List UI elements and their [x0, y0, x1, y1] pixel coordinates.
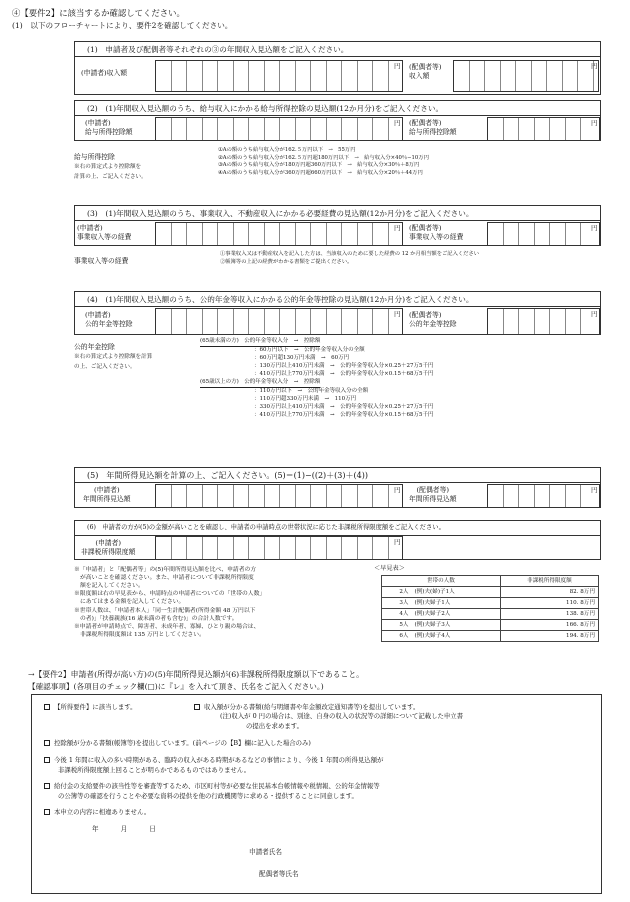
check-label: 今後 1 年間に収入の多い時期がある、臨時の収入がある時期があるなどの事情により、今後 1 年間の所得見込額が [54, 756, 384, 764]
business-expense-note: 事業収入等の経費 [74, 257, 129, 265]
over-65-heading: (65歳以上の方) 公的年金等収入分 → 控除額 [200, 379, 320, 388]
check-label: 控除額が分かる書類(帳簿等)を提出しています。(前ページの【B】欄に記入した場合のみ) [54, 739, 311, 747]
checkbox[interactable] [44, 783, 50, 789]
applicant-income-cells[interactable] [155, 60, 403, 92]
yen-unit: 円 [394, 224, 401, 232]
applicant-salary-deduction-cells[interactable] [155, 117, 403, 141]
note-line: ②帳簿等の上記の経費がわかる書類をご提出ください。 [220, 258, 353, 265]
section-1 [74, 41, 601, 95]
column-header: 非課税所得限度額 [500, 576, 598, 587]
salary-deduction-formulas [218, 147, 429, 178]
spouse-business-expense-cells[interactable] [487, 222, 600, 246]
table-cell: (例)夫婦子4人 [412, 631, 501, 642]
table-cell: 194. 8万円 [500, 631, 598, 642]
applicant-business-expense-label: (申請者) 事業収入等の経費 [77, 224, 132, 242]
note-line: にあてはまる金額を記入してください。 [80, 599, 185, 606]
requirement-statement: →【要件2】申請者(所得が高い方)の(5)年間所得見込額が(6)非課税所得限度額以下であること。 [28, 670, 364, 679]
checkbox[interactable] [44, 757, 50, 763]
salary-deduction-note: 給与所得控除 ※右の算定式より控除額を 計算の上、ご記入ください。 [74, 153, 147, 180]
table-cell: 5人 [382, 620, 412, 631]
applicant-pension-deduction-label: (申請者) 公的年金等控除 [85, 311, 133, 329]
spouse-name-field[interactable] [317, 869, 537, 879]
section-5 [74, 467, 601, 508]
check-label: の公簿等の確認を行うことや必要な資料の提供を他の行政機関等に求める・提供することに同意します。 [58, 791, 358, 800]
section-3-title: (3) (1)年間収入見込額のうち、事業収入、不動産収入にかかる必要経費の見込額(12か月分)をご記入ください。 [75, 206, 600, 221]
yen-unit: 円 [591, 62, 598, 70]
checkbox[interactable] [194, 704, 200, 710]
check-note: の提出を求めます。 [246, 721, 304, 730]
formula-line: ①Aの額のうち給与収入分が162.５万円以下 → 55万円 [218, 147, 356, 153]
formula-line: ②Aの額のうち給与収入分が162.５万円超180万円以下 → 給与収入分×40％−10万円 [218, 154, 429, 161]
check-label: 【所得要件】に該当します。 [54, 703, 137, 711]
table-row [382, 598, 599, 609]
formula-line: ：60万円超130万円未満 → 60万円 [254, 354, 350, 361]
spouse-business-expense-label: (配偶者等) 事業収入等の経費 [409, 224, 464, 242]
yen-unit: 円 [394, 119, 401, 127]
table-cell: (例)夫婦子3人 [412, 620, 501, 631]
pension-deduction-note: 公的年金控除 ※右の算定式より控除額を計算 の上、ご記入ください。 [74, 343, 153, 370]
section-6 [74, 520, 601, 560]
table-cell: 2人 [382, 587, 412, 598]
table-cell: 110. 8万円 [500, 598, 598, 609]
formula-line: ③Aの額のうち給与収入分が180万円超360万円以下 → 給与収入分×30％＋8万円 [218, 162, 420, 169]
yen-unit: 円 [394, 538, 401, 546]
applicant-pension-deduction-cells[interactable] [155, 308, 403, 335]
quick-reference-table [381, 575, 599, 642]
applicant-tax-exempt-limit-label: (申請者) 非課税所得限度額 [81, 539, 136, 557]
confirmation-heading: 【確認事項】(各項目のチェック欄(□)に『レ』を入れて頂き、氏名をご記入ください。) [28, 682, 324, 691]
table-row [382, 609, 599, 620]
spouse-income-label: (配偶者等) 収入額 [409, 63, 442, 81]
pension-formulas [200, 338, 433, 420]
check-note: (注)収入が 0 円の場合は、別途、自身の収入の状況等の詳細について記載した申立書 [220, 712, 464, 721]
table-cell: (例)夫婦子1人 [412, 598, 501, 609]
formula-line: ：410万円以上770万円未満 → 公的年金等収入分×0.15＋68万5千円 [254, 411, 434, 418]
section-1-title: (1) 申請者及び配偶者等それぞれの③の年間収入見込額をご記入ください。 [75, 42, 600, 57]
section-3 [74, 205, 601, 246]
check-item-declaration [44, 808, 150, 816]
yen-unit: 円 [591, 224, 598, 232]
yen-unit: 円 [591, 310, 598, 318]
section-2-title: (2) (1)年間収入見込額のうち、給与収入にかかる給与所得控除の見込額(12か月分)をご記入ください。 [75, 101, 600, 116]
section-title: ④【要件2】に該当するか確認してください。 [12, 8, 185, 18]
yen-unit: 円 [591, 119, 598, 127]
note-line: が高いことを確認ください。また、申請者について非課税所得限度 [80, 575, 254, 582]
section-2 [74, 100, 601, 141]
applicant-business-expense-cells[interactable] [155, 222, 403, 246]
applicant-annual-income-cells[interactable] [155, 484, 403, 508]
section-4 [74, 291, 601, 335]
note-line: ※「申請者」と「配偶者等」の(5)年間所得見込額を比べ、申請者の方 [74, 567, 257, 573]
formula-line: ④Aの額のうち給与収入分が360万円超660万円以下 → 給与収入分×20％＋44万円 [218, 170, 423, 177]
table-row [382, 587, 599, 598]
check-item-income-documents [194, 703, 463, 731]
month-label: 月 [120, 825, 128, 833]
checkbox[interactable] [44, 704, 50, 710]
check-item-deduction-documents [44, 739, 311, 747]
yen-unit: 円 [394, 62, 401, 70]
formula-line: ：110万円超330万円未満 → 110万円 [254, 395, 357, 402]
yen-unit: 円 [394, 310, 401, 318]
spouse-salary-deduction-label: (配偶者等) 給与所得控除額 [409, 119, 457, 137]
spouse-income-cells[interactable] [453, 60, 599, 92]
note-line: 額を記入してください。 [80, 583, 144, 590]
yen-unit: 円 [591, 486, 598, 494]
date-line [92, 825, 156, 833]
note-line: ※世帯人数は、「申請者本人」「同一生計配偶者(所得金額 48 万円以下 [74, 607, 256, 614]
spouse-pension-deduction-cells[interactable] [487, 308, 600, 335]
note-line: ①事業収入又は不動産収入を記入した方は、当該収入のために要した経費の 12 か月相当額をご記入ください [220, 251, 480, 257]
formula-line: ：330万円以上410万円未満 → 公的年金等収入分×0.25＋27万5千円 [254, 403, 434, 410]
check-item-future-income [44, 756, 383, 775]
note-line: の者)」「扶養親族(16 歳未満の者も含む)」の合計人数です。 [80, 615, 238, 622]
check-label: 本申立の内容に相違ありません。 [54, 808, 151, 816]
table-header-row [382, 576, 599, 587]
applicant-salary-deduction-label: (申請者) 給与所得控除額 [85, 119, 133, 137]
section-6-title: (6) 申請者の方が(5)の金額が高いことを確認し、申請者の申請時点の世帯状況に応じた非課税所得限度額をご記入ください。 [75, 521, 600, 536]
spouse-name-label: 配偶者等氏名 [259, 870, 299, 878]
applicant-tax-exempt-limit-cells[interactable] [155, 536, 403, 560]
spouse-annual-income-cells[interactable] [487, 484, 600, 508]
confirmation-box [31, 694, 602, 894]
applicant-annual-income-label: (申請者) 年間所得見込額 [83, 486, 131, 504]
yen-unit: 円 [394, 486, 401, 494]
table-row [382, 620, 599, 631]
applicant-name-field[interactable] [307, 847, 537, 857]
table-cell: 4人 [382, 609, 412, 620]
table-row [382, 631, 599, 642]
checkbox[interactable] [44, 809, 50, 815]
table-cell: 6人 [382, 631, 412, 642]
spouse-salary-deduction-cells[interactable] [487, 117, 600, 141]
check-label: 収入額が分かる書類(給与明細書や年金額改定通知書等)を提出しています。 [204, 703, 420, 711]
checkbox[interactable] [44, 740, 50, 746]
check-item-income-requirement [44, 703, 137, 711]
note-line: ※申請者が申請時点で、障害者、未成年者、寡婦、ひとり親の場合は、 [74, 623, 260, 630]
table-cell: 82. 8万円 [500, 587, 598, 598]
formula-line: ：60万円以下 → 公的年金等収入分の全額 [254, 346, 365, 353]
spouse-pension-deduction-label: (配偶者等) 公的年金等控除 [409, 311, 457, 329]
check-label: 給付金の支給要件の該当性等を審査等するため、市区町村等が必要な住民基本台帳情報や税情報、公的年金情報等 [54, 782, 380, 790]
section-5-title: (5) 年間所得見込額を計算の上、ご記入ください。(5)＝(1)−((2)＋(3)＋(4)) [75, 468, 600, 483]
table-cell: 138. 8万円 [500, 609, 598, 620]
limit-notes [74, 566, 265, 639]
table-cell: (例)夫(婦)子1人 [412, 587, 501, 598]
under-65-heading: (65歳未満の方) 公的年金等収入分 → 控除額 [200, 338, 320, 347]
formula-line: ：130万円以上410万円未満 → 公的年金等収入分×0.25＋27万5千円 [254, 362, 434, 369]
business-expense-notes [220, 251, 479, 266]
spouse-annual-income-label: (配偶者等) 年間所得見込額 [409, 486, 457, 504]
year-label: 年 [92, 825, 99, 833]
check-label: 非課税所得限度額上回ることが明らかであるものではありません。 [58, 765, 251, 774]
section-4-title: (4) (1)年間収入見込額のうち、公的年金等収入にかかる公的年金等控除の見込額(12か月分)をご記入ください。 [75, 292, 600, 307]
check-item-consent [44, 782, 380, 801]
note-line: 非課税所得限度額は 135 万円としてください。 [80, 631, 205, 638]
day-label: 日 [149, 825, 156, 833]
column-header: 世帯の人数 [382, 576, 501, 587]
note-line: ※限度額は右の早見表から、申請時点の申請者についての「世帯の人数」 [74, 591, 266, 598]
applicant-name-label: 申請者氏名 [249, 848, 282, 856]
applicant-income-label: (申請者)収入額 [81, 69, 128, 77]
quick-table-title: ＜早見表＞ [374, 565, 405, 572]
table-cell: 3人 [382, 598, 412, 609]
intro-text: (1) 以下のフローチャートにより、要件2を確認してください。 [12, 21, 233, 30]
table-cell: (例)夫婦子2人 [412, 609, 501, 620]
formula-line: ：110万円以下 → 公的年金等収入分の全額 [254, 387, 369, 394]
formula-line: ：410万円以上770万円未満 → 公的年金等収入分×0.15＋68万5千円 [254, 370, 434, 377]
table-cell: 166. 8万円 [500, 620, 598, 631]
